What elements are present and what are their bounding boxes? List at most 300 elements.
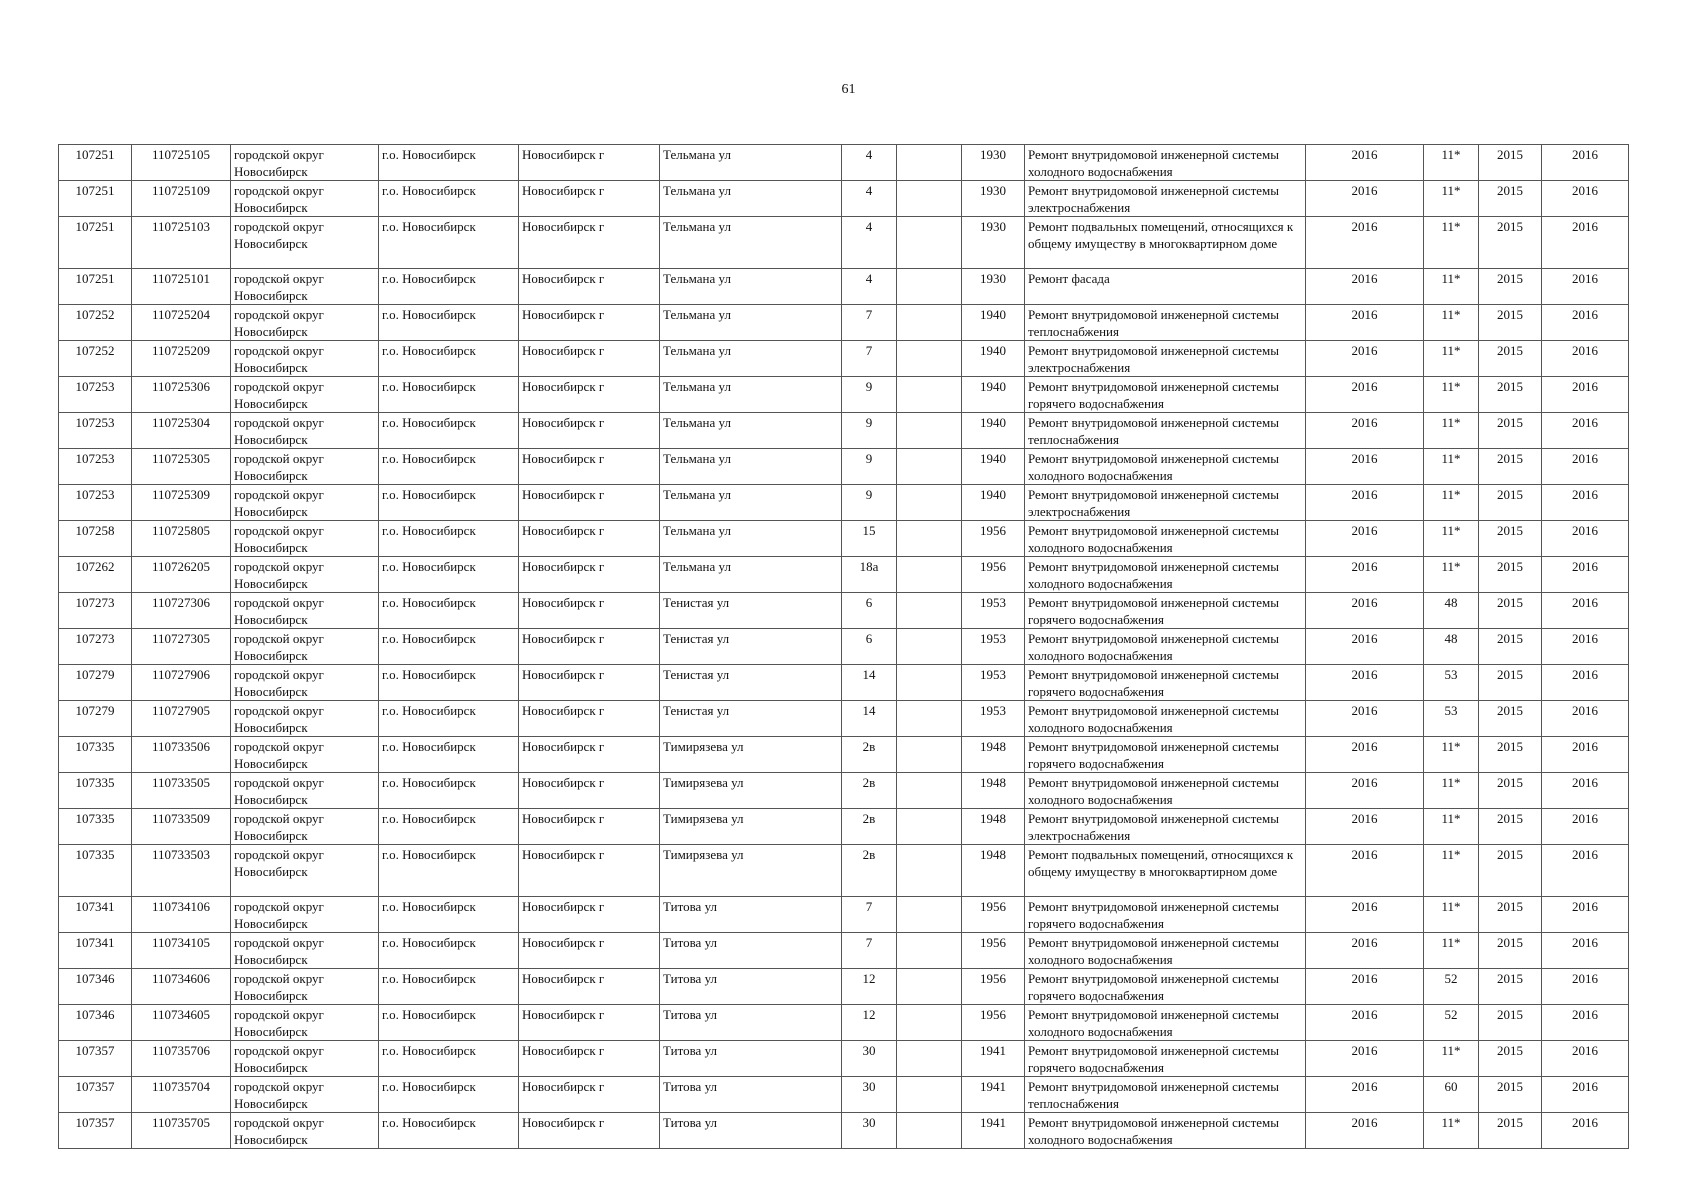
house-number-cell: 14 <box>842 665 897 701</box>
construction-year-cell: 1941 <box>962 1113 1025 1149</box>
house-number-cell: 9 <box>842 377 897 413</box>
municipality-cell: городской округ Новосибирск <box>231 413 379 449</box>
wear-cell: 11* <box>1424 145 1479 181</box>
urban-district-cell: г.о. Новосибирск <box>379 145 519 181</box>
street-cell: Тельмана ул <box>660 485 842 521</box>
building-cell <box>897 897 962 933</box>
wear-cell: 11* <box>1424 217 1479 269</box>
work-type-cell: Ремонт внутридомовой инженерной системы горячего водоснабжения <box>1025 969 1306 1005</box>
plan-year-cell: 2016 <box>1306 377 1424 413</box>
table-row <box>59 809 1629 845</box>
construction-year-cell: 1930 <box>962 217 1025 269</box>
object-id-cell: 107258 <box>59 521 132 557</box>
settlement-cell: Новосибирск г <box>519 629 660 665</box>
building-cell <box>897 809 962 845</box>
plan-year-cell: 2016 <box>1306 305 1424 341</box>
street-cell: Тельмана ул <box>660 269 842 305</box>
plan-year-cell: 2016 <box>1306 521 1424 557</box>
table-row <box>59 1005 1629 1041</box>
construction-year-cell: 1953 <box>962 701 1025 737</box>
urban-district-cell: г.о. Новосибирск <box>379 485 519 521</box>
urban-district-cell: г.о. Новосибирск <box>379 773 519 809</box>
construction-year-cell: 1940 <box>962 341 1025 377</box>
settlement-cell: Новосибирск г <box>519 557 660 593</box>
municipality-cell: городской округ Новосибирск <box>231 1077 379 1113</box>
wear-cell: 53 <box>1424 701 1479 737</box>
start-year-cell: 2015 <box>1479 377 1542 413</box>
table-row <box>59 1113 1629 1149</box>
street-cell: Тельмана ул <box>660 145 842 181</box>
house-number-cell: 9 <box>842 485 897 521</box>
end-year-cell: 2016 <box>1542 485 1629 521</box>
urban-district-cell: г.о. Новосибирск <box>379 1113 519 1149</box>
wear-cell: 48 <box>1424 629 1479 665</box>
end-year-cell: 2016 <box>1542 701 1629 737</box>
end-year-cell: 2016 <box>1542 593 1629 629</box>
street-cell: Титова ул <box>660 1041 842 1077</box>
plan-year-cell: 2016 <box>1306 701 1424 737</box>
work-type-cell: Ремонт фасада <box>1025 269 1306 305</box>
construction-year-cell: 1948 <box>962 737 1025 773</box>
object-id-cell: 107253 <box>59 485 132 521</box>
building-cell <box>897 413 962 449</box>
building-cell <box>897 1113 962 1149</box>
object-id-cell: 107251 <box>59 269 132 305</box>
building-cell <box>897 629 962 665</box>
municipality-cell: городской округ Новосибирск <box>231 217 379 269</box>
start-year-cell: 2015 <box>1479 969 1542 1005</box>
urban-district-cell: г.о. Новосибирск <box>379 449 519 485</box>
start-year-cell: 2015 <box>1479 1041 1542 1077</box>
work-id-cell: 110733505 <box>132 773 231 809</box>
settlement-cell: Новосибирск г <box>519 665 660 701</box>
object-id-cell: 107279 <box>59 701 132 737</box>
object-id-cell: 107357 <box>59 1113 132 1149</box>
house-number-cell: 12 <box>842 969 897 1005</box>
work-id-cell: 110726205 <box>132 557 231 593</box>
street-cell: Тенистая ул <box>660 593 842 629</box>
urban-district-cell: г.о. Новосибирск <box>379 737 519 773</box>
table-row <box>59 521 1629 557</box>
house-number-cell: 9 <box>842 449 897 485</box>
work-id-cell: 110727906 <box>132 665 231 701</box>
municipality-cell: городской округ Новосибирск <box>231 593 379 629</box>
street-cell: Тельмана ул <box>660 305 842 341</box>
plan-year-cell: 2016 <box>1306 845 1424 897</box>
building-cell <box>897 145 962 181</box>
construction-year-cell: 1948 <box>962 845 1025 897</box>
construction-year-cell: 1956 <box>962 897 1025 933</box>
street-cell: Тельмана ул <box>660 557 842 593</box>
end-year-cell: 2016 <box>1542 845 1629 897</box>
start-year-cell: 2015 <box>1479 593 1542 629</box>
table-row <box>59 629 1629 665</box>
work-id-cell: 110725306 <box>132 377 231 413</box>
plan-year-cell: 2016 <box>1306 217 1424 269</box>
municipality-cell: городской округ Новосибирск <box>231 737 379 773</box>
municipality-cell: городской округ Новосибирск <box>231 341 379 377</box>
plan-year-cell: 2016 <box>1306 969 1424 1005</box>
wear-cell: 11* <box>1424 341 1479 377</box>
wear-cell: 11* <box>1424 773 1479 809</box>
municipality-cell: городской округ Новосибирск <box>231 897 379 933</box>
wear-cell: 11* <box>1424 485 1479 521</box>
construction-year-cell: 1956 <box>962 933 1025 969</box>
start-year-cell: 2015 <box>1479 737 1542 773</box>
plan-year-cell: 2016 <box>1306 737 1424 773</box>
street-cell: Титова ул <box>660 933 842 969</box>
end-year-cell: 2016 <box>1542 809 1629 845</box>
wear-cell: 11* <box>1424 737 1479 773</box>
work-type-cell: Ремонт внутридомовой инженерной системы холодного водоснабжения <box>1025 521 1306 557</box>
table-row <box>59 1041 1629 1077</box>
plan-year-cell: 2016 <box>1306 1041 1424 1077</box>
house-number-cell: 2в <box>842 809 897 845</box>
building-cell <box>897 305 962 341</box>
plan-year-cell: 2016 <box>1306 413 1424 449</box>
settlement-cell: Новосибирск г <box>519 1077 660 1113</box>
building-cell <box>897 557 962 593</box>
house-number-cell: 30 <box>842 1113 897 1149</box>
work-type-cell: Ремонт внутридомовой инженерной системы холодного водоснабжения <box>1025 1005 1306 1041</box>
object-id-cell: 107273 <box>59 629 132 665</box>
wear-cell: 11* <box>1424 557 1479 593</box>
start-year-cell: 2015 <box>1479 341 1542 377</box>
object-id-cell: 107346 <box>59 1005 132 1041</box>
construction-year-cell: 1940 <box>962 305 1025 341</box>
wear-cell: 52 <box>1424 969 1479 1005</box>
end-year-cell: 2016 <box>1542 269 1629 305</box>
work-id-cell: 110725304 <box>132 413 231 449</box>
start-year-cell: 2015 <box>1479 933 1542 969</box>
work-id-cell: 110733503 <box>132 845 231 897</box>
building-cell <box>897 969 962 1005</box>
building-cell <box>897 1077 962 1113</box>
municipality-cell: городской округ Новосибирск <box>231 701 379 737</box>
house-number-cell: 4 <box>842 181 897 217</box>
wear-cell: 11* <box>1424 377 1479 413</box>
start-year-cell: 2015 <box>1479 773 1542 809</box>
table-row <box>59 969 1629 1005</box>
end-year-cell: 2016 <box>1542 449 1629 485</box>
construction-year-cell: 1941 <box>962 1041 1025 1077</box>
street-cell: Тимирязева ул <box>660 737 842 773</box>
start-year-cell: 2015 <box>1479 897 1542 933</box>
work-type-cell: Ремонт внутридомовой инженерной системы горячего водоснабжения <box>1025 377 1306 413</box>
municipality-cell: городской округ Новосибирск <box>231 269 379 305</box>
urban-district-cell: г.о. Новосибирск <box>379 1005 519 1041</box>
street-cell: Тельмана ул <box>660 181 842 217</box>
table-row <box>59 181 1629 217</box>
urban-district-cell: г.о. Новосибирск <box>379 593 519 629</box>
work-id-cell: 110727306 <box>132 593 231 629</box>
plan-year-cell: 2016 <box>1306 1113 1424 1149</box>
street-cell: Тенистая ул <box>660 629 842 665</box>
house-number-cell: 2в <box>842 737 897 773</box>
object-id-cell: 107251 <box>59 181 132 217</box>
table-row <box>59 665 1629 701</box>
house-number-cell: 15 <box>842 521 897 557</box>
settlement-cell: Новосибирск г <box>519 413 660 449</box>
table-row <box>59 773 1629 809</box>
plan-year-cell: 2016 <box>1306 485 1424 521</box>
plan-year-cell: 2016 <box>1306 449 1424 485</box>
object-id-cell: 107252 <box>59 341 132 377</box>
end-year-cell: 2016 <box>1542 305 1629 341</box>
object-id-cell: 107357 <box>59 1077 132 1113</box>
construction-year-cell: 1930 <box>962 269 1025 305</box>
house-number-cell: 6 <box>842 593 897 629</box>
plan-year-cell: 2016 <box>1306 145 1424 181</box>
construction-year-cell: 1956 <box>962 969 1025 1005</box>
end-year-cell: 2016 <box>1542 1005 1629 1041</box>
street-cell: Тимирязева ул <box>660 773 842 809</box>
end-year-cell: 2016 <box>1542 557 1629 593</box>
settlement-cell: Новосибирск г <box>519 845 660 897</box>
wear-cell: 11* <box>1424 845 1479 897</box>
plan-year-cell: 2016 <box>1306 897 1424 933</box>
settlement-cell: Новосибирск г <box>519 305 660 341</box>
settlement-cell: Новосибирск г <box>519 593 660 629</box>
table-row <box>59 845 1629 897</box>
construction-year-cell: 1940 <box>962 485 1025 521</box>
start-year-cell: 2015 <box>1479 701 1542 737</box>
start-year-cell: 2015 <box>1479 269 1542 305</box>
start-year-cell: 2015 <box>1479 809 1542 845</box>
object-id-cell: 107341 <box>59 933 132 969</box>
start-year-cell: 2015 <box>1479 449 1542 485</box>
urban-district-cell: г.о. Новосибирск <box>379 341 519 377</box>
building-cell <box>897 269 962 305</box>
urban-district-cell: г.о. Новосибирск <box>379 521 519 557</box>
object-id-cell: 107341 <box>59 897 132 933</box>
table-row <box>59 305 1629 341</box>
work-type-cell: Ремонт внутридомовой инженерной системы горячего водоснабжения <box>1025 897 1306 933</box>
start-year-cell: 2015 <box>1479 305 1542 341</box>
settlement-cell: Новосибирск г <box>519 933 660 969</box>
table-row <box>59 1077 1629 1113</box>
house-number-cell: 30 <box>842 1041 897 1077</box>
wear-cell: 60 <box>1424 1077 1479 1113</box>
house-number-cell: 7 <box>842 897 897 933</box>
work-id-cell: 110733509 <box>132 809 231 845</box>
table-row <box>59 413 1629 449</box>
house-number-cell: 7 <box>842 305 897 341</box>
end-year-cell: 2016 <box>1542 341 1629 377</box>
building-cell <box>897 701 962 737</box>
work-id-cell: 110725109 <box>132 181 231 217</box>
work-id-cell: 110734106 <box>132 897 231 933</box>
work-type-cell: Ремонт внутридомовой инженерной системы холодного водоснабжения <box>1025 933 1306 969</box>
end-year-cell: 2016 <box>1542 413 1629 449</box>
urban-district-cell: г.о. Новосибирск <box>379 269 519 305</box>
street-cell: Тенистая ул <box>660 701 842 737</box>
plan-year-cell: 2016 <box>1306 665 1424 701</box>
work-type-cell: Ремонт внутридомовой инженерной системы электроснабжения <box>1025 341 1306 377</box>
start-year-cell: 2015 <box>1479 1077 1542 1113</box>
building-cell <box>897 665 962 701</box>
construction-year-cell: 1948 <box>962 773 1025 809</box>
wear-cell: 48 <box>1424 593 1479 629</box>
work-type-cell: Ремонт внутридомовой инженерной системы горячего водоснабжения <box>1025 1041 1306 1077</box>
house-number-cell: 14 <box>842 701 897 737</box>
work-id-cell: 110725805 <box>132 521 231 557</box>
house-number-cell: 18а <box>842 557 897 593</box>
table-body <box>59 145 1629 1149</box>
work-type-cell: Ремонт внутридомовой инженерной системы холодного водоснабжения <box>1025 629 1306 665</box>
start-year-cell: 2015 <box>1479 629 1542 665</box>
work-type-cell: Ремонт внутридомовой инженерной системы электроснабжения <box>1025 809 1306 845</box>
work-type-cell: Ремонт подвальных помещений, относящихся к общему имуществу в многоквартирном доме <box>1025 845 1306 897</box>
urban-district-cell: г.о. Новосибирск <box>379 1077 519 1113</box>
street-cell: Титова ул <box>660 969 842 1005</box>
building-cell <box>897 485 962 521</box>
urban-district-cell: г.о. Новосибирск <box>379 217 519 269</box>
end-year-cell: 2016 <box>1542 773 1629 809</box>
object-id-cell: 107252 <box>59 305 132 341</box>
house-number-cell: 9 <box>842 413 897 449</box>
plan-year-cell: 2016 <box>1306 593 1424 629</box>
municipality-cell: городской округ Новосибирск <box>231 933 379 969</box>
plan-year-cell: 2016 <box>1306 181 1424 217</box>
building-cell <box>897 773 962 809</box>
construction-year-cell: 1956 <box>962 1005 1025 1041</box>
start-year-cell: 2015 <box>1479 485 1542 521</box>
urban-district-cell: г.о. Новосибирск <box>379 933 519 969</box>
municipality-cell: городской округ Новосибирск <box>231 1041 379 1077</box>
wear-cell: 11* <box>1424 181 1479 217</box>
object-id-cell: 107253 <box>59 377 132 413</box>
street-cell: Тимирязева ул <box>660 809 842 845</box>
end-year-cell: 2016 <box>1542 377 1629 413</box>
urban-district-cell: г.о. Новосибирск <box>379 1041 519 1077</box>
work-id-cell: 110734105 <box>132 933 231 969</box>
building-cell <box>897 181 962 217</box>
plan-year-cell: 2016 <box>1306 773 1424 809</box>
table-row <box>59 485 1629 521</box>
construction-year-cell: 1953 <box>962 665 1025 701</box>
object-id-cell: 107279 <box>59 665 132 701</box>
municipality-cell: городской округ Новосибирск <box>231 1005 379 1041</box>
municipality-cell: городской округ Новосибирск <box>231 557 379 593</box>
construction-year-cell: 1953 <box>962 629 1025 665</box>
end-year-cell: 2016 <box>1542 145 1629 181</box>
object-id-cell: 107251 <box>59 217 132 269</box>
urban-district-cell: г.о. Новосибирск <box>379 701 519 737</box>
work-type-cell: Ремонт внутридомовой инженерной системы холодного водоснабжения <box>1025 145 1306 181</box>
table-row <box>59 593 1629 629</box>
construction-year-cell: 1930 <box>962 145 1025 181</box>
work-id-cell: 110735704 <box>132 1077 231 1113</box>
street-cell: Тельмана ул <box>660 341 842 377</box>
table-row <box>59 269 1629 305</box>
end-year-cell: 2016 <box>1542 737 1629 773</box>
street-cell: Тенистая ул <box>660 665 842 701</box>
wear-cell: 11* <box>1424 305 1479 341</box>
building-cell <box>897 737 962 773</box>
municipality-cell: городской округ Новосибирск <box>231 377 379 413</box>
urban-district-cell: г.о. Новосибирск <box>379 413 519 449</box>
start-year-cell: 2015 <box>1479 413 1542 449</box>
work-type-cell: Ремонт внутридомовой инженерной системы электроснабжения <box>1025 485 1306 521</box>
construction-year-cell: 1940 <box>962 413 1025 449</box>
table-row <box>59 557 1629 593</box>
street-cell: Титова ул <box>660 897 842 933</box>
work-type-cell: Ремонт внутридомовой инженерной системы теплоснабжения <box>1025 305 1306 341</box>
house-number-cell: 12 <box>842 1005 897 1041</box>
table-row <box>59 449 1629 485</box>
start-year-cell: 2015 <box>1479 145 1542 181</box>
house-number-cell: 6 <box>842 629 897 665</box>
object-id-cell: 107357 <box>59 1041 132 1077</box>
house-number-cell: 7 <box>842 341 897 377</box>
settlement-cell: Новосибирск г <box>519 773 660 809</box>
construction-year-cell: 1956 <box>962 521 1025 557</box>
municipality-cell: городской округ Новосибирск <box>231 1113 379 1149</box>
end-year-cell: 2016 <box>1542 521 1629 557</box>
house-number-cell: 2в <box>842 773 897 809</box>
work-id-cell: 110727905 <box>132 701 231 737</box>
object-id-cell: 107251 <box>59 145 132 181</box>
page-number: 61 <box>841 82 856 97</box>
municipality-cell: городской округ Новосибирск <box>231 969 379 1005</box>
wear-cell: 11* <box>1424 449 1479 485</box>
street-cell: Титова ул <box>660 1077 842 1113</box>
construction-year-cell: 1953 <box>962 593 1025 629</box>
construction-year-cell: 1940 <box>962 449 1025 485</box>
plan-year-cell: 2016 <box>1306 269 1424 305</box>
wear-cell: 11* <box>1424 897 1479 933</box>
urban-district-cell: г.о. Новосибирск <box>379 377 519 413</box>
municipality-cell: городской округ Новосибирск <box>231 773 379 809</box>
table-row <box>59 701 1629 737</box>
urban-district-cell: г.о. Новосибирск <box>379 897 519 933</box>
start-year-cell: 2015 <box>1479 521 1542 557</box>
municipality-cell: городской округ Новосибирск <box>231 521 379 557</box>
construction-year-cell: 1940 <box>962 377 1025 413</box>
municipality-cell: городской округ Новосибирск <box>231 305 379 341</box>
work-id-cell: 110725309 <box>132 485 231 521</box>
house-number-cell: 7 <box>842 933 897 969</box>
construction-year-cell: 1948 <box>962 809 1025 845</box>
municipality-cell: городской округ Новосибирск <box>231 665 379 701</box>
settlement-cell: Новосибирск г <box>519 897 660 933</box>
wear-cell: 11* <box>1424 521 1479 557</box>
end-year-cell: 2016 <box>1542 629 1629 665</box>
wear-cell: 52 <box>1424 1005 1479 1041</box>
work-type-cell: Ремонт внутридомовой инженерной системы холодного водоснабжения <box>1025 1113 1306 1149</box>
object-id-cell: 107262 <box>59 557 132 593</box>
work-type-cell: Ремонт внутридомовой инженерной системы горячего водоснабжения <box>1025 665 1306 701</box>
municipality-cell: городской округ Новосибирск <box>231 181 379 217</box>
start-year-cell: 2015 <box>1479 1113 1542 1149</box>
plan-year-cell: 2016 <box>1306 557 1424 593</box>
work-id-cell: 110725305 <box>132 449 231 485</box>
table-row <box>59 897 1629 933</box>
settlement-cell: Новосибирск г <box>519 269 660 305</box>
plan-year-cell: 2016 <box>1306 933 1424 969</box>
end-year-cell: 2016 <box>1542 1113 1629 1149</box>
end-year-cell: 2016 <box>1542 969 1629 1005</box>
street-cell: Тельмана ул <box>660 449 842 485</box>
settlement-cell: Новосибирск г <box>519 1005 660 1041</box>
urban-district-cell: г.о. Новосибирск <box>379 845 519 897</box>
work-type-cell: Ремонт внутридомовой инженерной системы горячего водоснабжения <box>1025 593 1306 629</box>
street-cell: Тельмана ул <box>660 217 842 269</box>
settlement-cell: Новосибирск г <box>519 341 660 377</box>
house-number-cell: 4 <box>842 217 897 269</box>
wear-cell: 11* <box>1424 809 1479 845</box>
